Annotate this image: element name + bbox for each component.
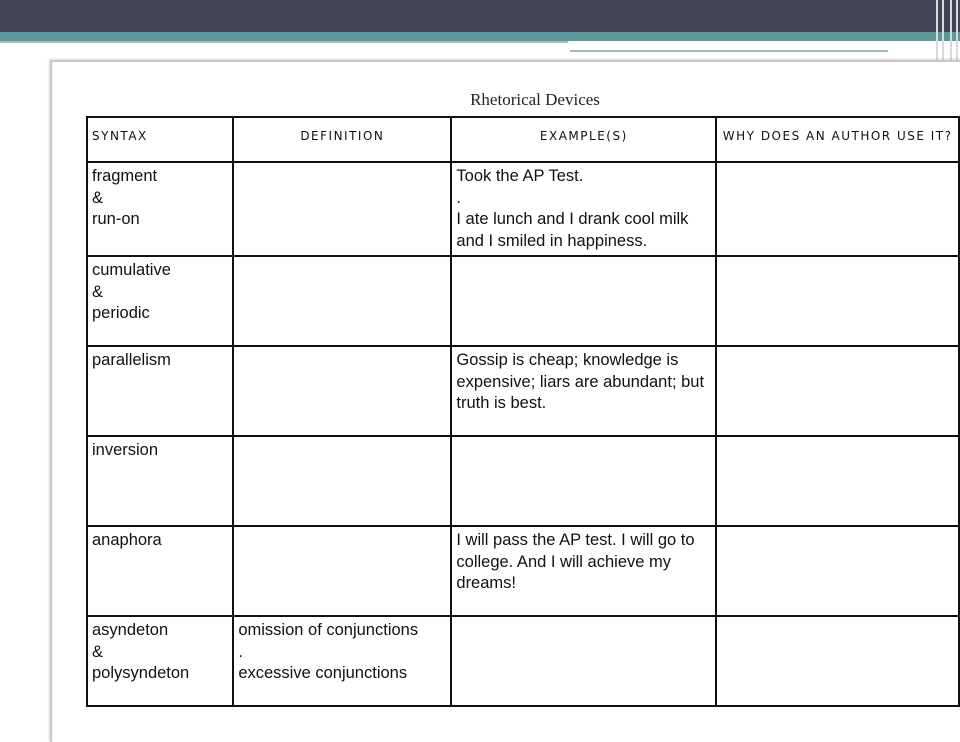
why-cell [716, 526, 959, 616]
example-cell [451, 616, 716, 706]
document-title: Rhetorical Devices [470, 90, 600, 109]
slide-accent-line [0, 41, 568, 43]
why-cell [716, 346, 959, 436]
syntax-cell: parallelism [87, 346, 233, 436]
slide-header-bar [0, 0, 960, 32]
slide-accent-bar [0, 32, 960, 41]
syntax-cell: asyndeton & polysyndeton [87, 616, 233, 706]
syntax-cell: cumulative & periodic [87, 256, 233, 346]
example-cell [451, 436, 716, 526]
syntax-cell: inversion [87, 436, 233, 526]
header-syntax: SYNTAX [87, 117, 233, 162]
definition-cell [233, 256, 451, 346]
syntax-cell: anaphora [87, 526, 233, 616]
definition-cell: omission of conjunctions . excessive conjunctions [233, 616, 451, 706]
definition-cell [233, 436, 451, 526]
definition-cell [233, 526, 451, 616]
definition-cell [233, 162, 451, 256]
table-row [87, 436, 959, 526]
example-cell: I will pass the AP test. I will go to college. And I will achieve my dreams! [451, 526, 716, 616]
header-why: WHY DOES AN AUTHOR USE IT? [716, 117, 959, 162]
table-row [87, 346, 959, 436]
definition-cell [233, 346, 451, 436]
table-header-row [87, 117, 959, 162]
slide-corner-decoration [930, 0, 960, 60]
header-definition: DEFINITION [233, 117, 451, 162]
slide-accent-line-secondary [570, 50, 888, 52]
why-cell [716, 162, 959, 256]
rhetorical-devices-table [86, 116, 960, 707]
why-cell [716, 616, 959, 706]
table-row [87, 162, 959, 256]
table-row [87, 616, 959, 706]
table-row [87, 526, 959, 616]
table-row [87, 256, 959, 346]
example-cell [451, 256, 716, 346]
why-cell [716, 436, 959, 526]
why-cell [716, 256, 959, 346]
header-examples: EXAMPLE(S) [451, 117, 716, 162]
syntax-cell: fragment & run-on [87, 162, 233, 256]
example-cell: Took the AP Test. . I ate lunch and I drank cool milk and I smiled in happiness. [451, 162, 716, 256]
example-cell: Gossip is cheap; knowledge is expensive; liars are abundant; but truth is best. [451, 346, 716, 436]
